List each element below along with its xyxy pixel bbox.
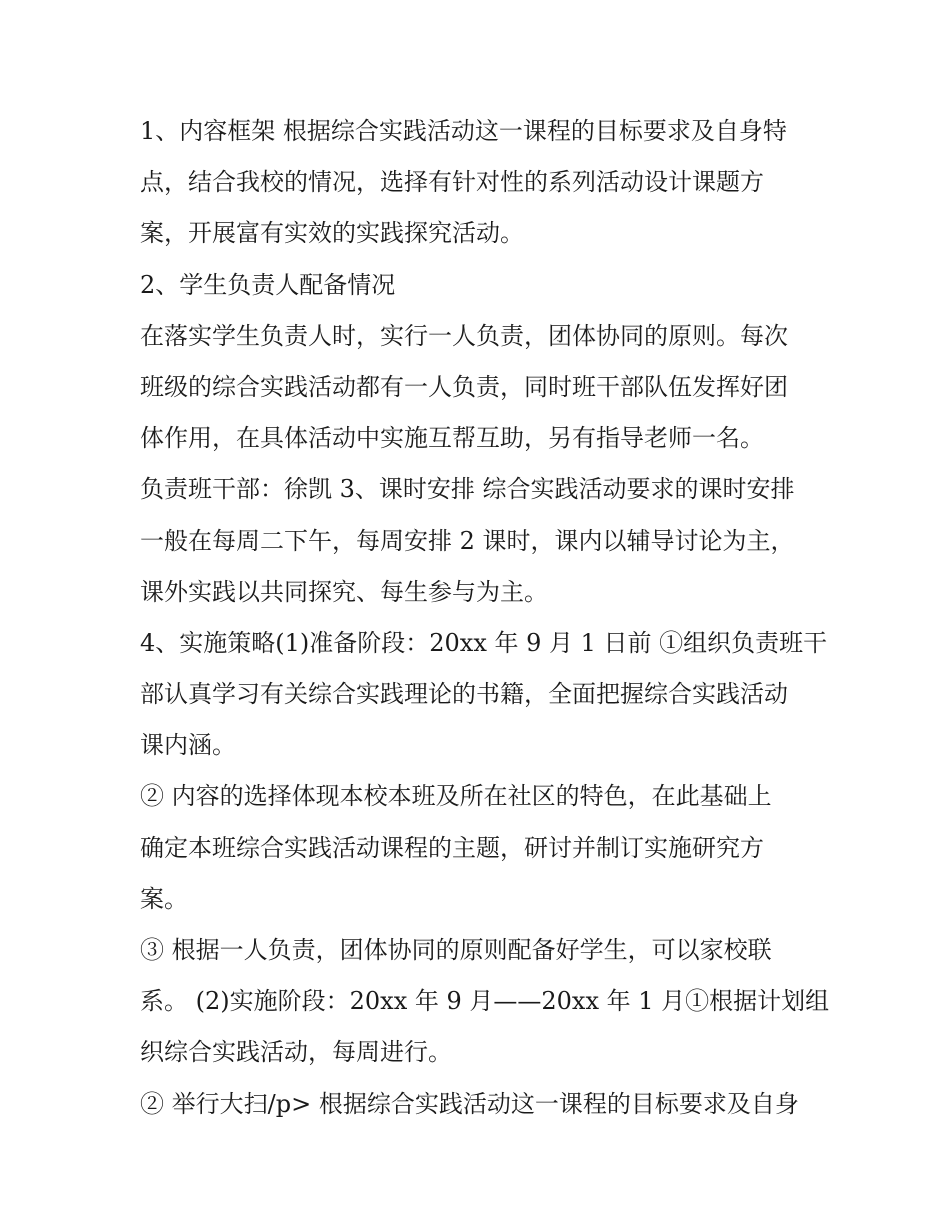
- text-line: ③ 根据一人负责，团体协同的原则配备好学生，可以家校联: [140, 936, 772, 964]
- text-line: 点，结合我校的情况，选择有针对性的系列活动设计课题方: [140, 168, 764, 197]
- text-line: 案。: [140, 884, 188, 913]
- text-line: 一般在每周二下午，每周安排 2 课时，课内以辅导讨论为主，: [140, 526, 795, 555]
- text-line: 确定本班综合实践活动课程的主题，研讨并制订实施研究方: [140, 833, 764, 862]
- text-line: ② 举行大扫/p> 根据综合实践活动这一课程的目标要求及自身: [140, 1089, 799, 1118]
- text-line: 4、实施策略(1)准备阶段：20xx 年 9 月 1 日前 ①组织负责班干: [140, 628, 828, 657]
- text-line: 班级的综合实践活动都有一人负责，同时班干部队伍发挥好团: [140, 372, 788, 401]
- text-line: 体作用，在具体活动中实施互帮互助，另有指导老师一名。: [140, 424, 764, 453]
- text-line: 2、学生负责人配备情况: [140, 270, 396, 299]
- document-body: [140, 106, 830, 1130]
- text-line: 织综合实践活动，每周进行。: [140, 1038, 452, 1067]
- text-line: ② 内容的选择体现本校本班及所在社区的特色，在此基础上: [140, 782, 772, 811]
- text-line: 1、内容框架 根据综合实践活动这一课程的目标要求及自身特: [140, 117, 787, 145]
- text-line: 课内涵。: [140, 731, 236, 760]
- text-line: 课外实践以共同探究、每生参与为主。: [140, 577, 548, 606]
- text-line: 在落实学生负责人时，实行一人负责，团体协同的原则。每次: [140, 321, 788, 350]
- text-line: 负责班干部：徐凯 3、课时安排 综合实践活动要求的课时安排: [140, 475, 795, 504]
- text-line: 系。 (2)实施阶段：20xx 年 9 月——20xx 年 1 月①根据计划组: [140, 987, 830, 1016]
- text-line: 案，开展富有实效的实践探究活动。: [140, 219, 524, 248]
- text-line: 部认真学习有关综合实践理论的书籍，全面把握综合实践活动: [140, 680, 788, 709]
